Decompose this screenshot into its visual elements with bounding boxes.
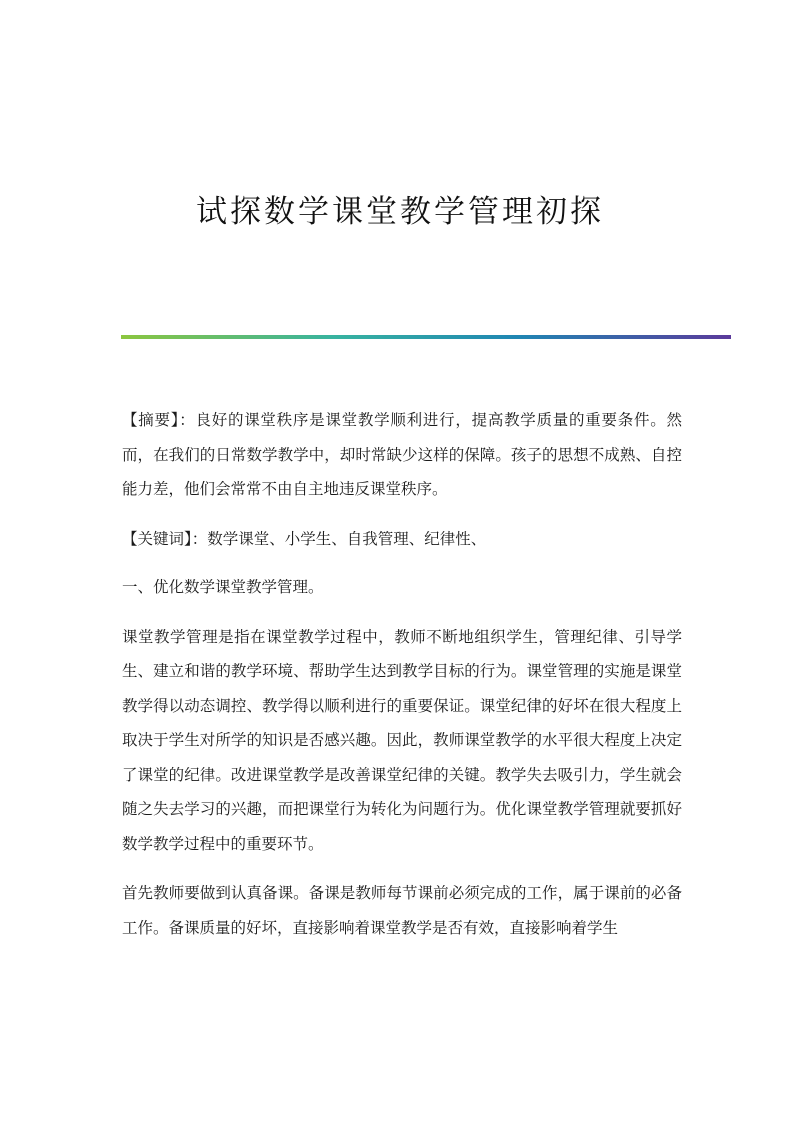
keywords-paragraph: 【关键词】：数学课堂、小学生、自我管理、纪律性、 [122,529,487,548]
document-title: 试探数学课堂教学管理初探 [196,194,604,230]
body-paragraph-1: 课堂教学管理是指在课堂教学过程中，教师不断地组织学生，管理纪律、引导学生、建立和谐的教学环境、帮助学生达到教学目标的行为。课堂管理的实施是课堂教学得以动态调控、教学得以顺利进行的重要保证。课堂纪律的好坏在很大程度上取决于学生对所学的知识是否感兴趣。因此，教师课堂教学的水平很大程度上决定了课堂的纪律。改进课堂教学是改善课堂纪律的关键。教学失去吸引力，学生就会随之失去学习的兴趣，而把课堂行为转化为问题行为。优化课堂教学管理就要抓好数学教学过程中的重要环节。 [122,627,682,853]
document-body [122,403,682,960]
body-paragraph-2: 首先教师要做到认真备课。备课是教师每节课前必须完成的工作，属于课前的必备工作。备课质量的好坏，直接影响着课堂教学是否有效，直接影响着学生 [122,884,682,937]
title-divider [121,335,731,339]
abstract-paragraph: 【摘要】：良好的课堂秩序是课堂教学顺利进行，提高教学质量的重要条件。然而，在我们的日常数学教学中，却时常缺少这样的保障。孩子的思想不成熟、自控能力差，他们会常常不由自主地违反课堂秩序。 [122,411,682,498]
section-heading: 一、优化数学课堂教学管理。 [122,578,324,596]
